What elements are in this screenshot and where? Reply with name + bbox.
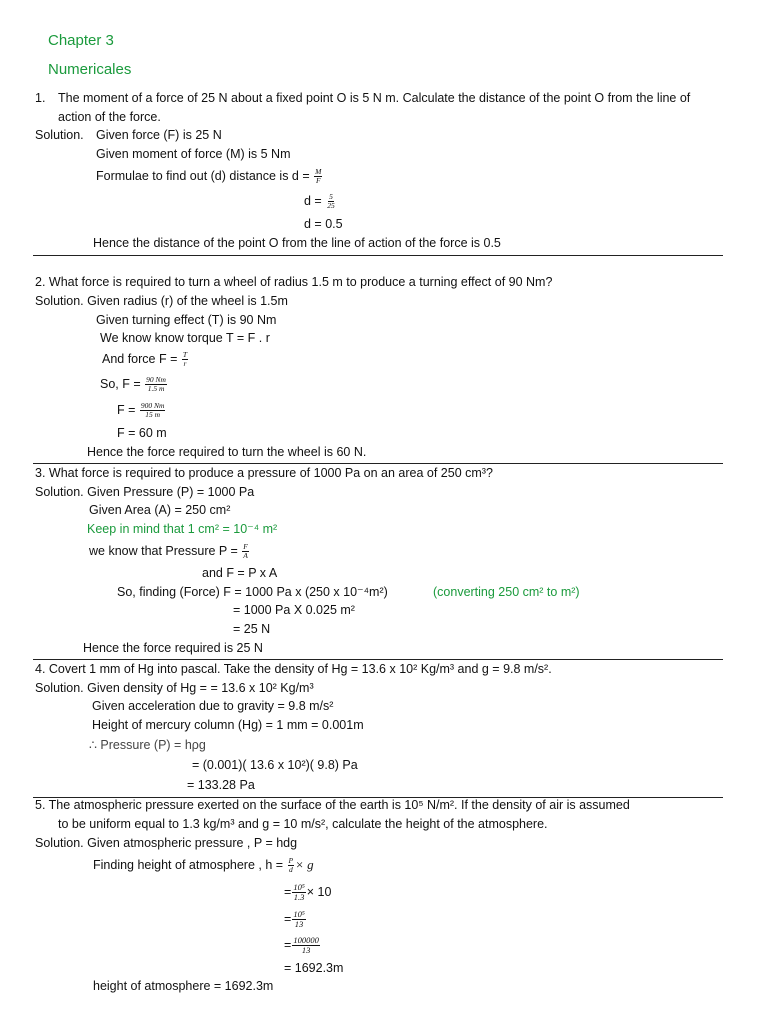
problem-1-solution-label: Solution. xyxy=(35,128,84,142)
problem-4-result: = 133.28 Pa xyxy=(187,778,255,792)
problem-3-given-area: Given Area (A) = 250 cm² xyxy=(89,503,231,517)
problem-1-formula: Formulae to find out (d) distance is d = $\frac{M}{F}$ xyxy=(96,167,322,185)
problem-5-result: = 1692.3m xyxy=(284,961,344,975)
fraction: $\frac{P}{d}$ xyxy=(288,856,294,875)
problem-4-given-gravity: Given acceleration due to gravity = 9.8 m/s² xyxy=(92,699,334,713)
problem-1-question-line-2: action of the force. xyxy=(58,110,161,124)
problem-2-given-radius: Solution. Given radius (r) of the wheel is 1.5m xyxy=(35,294,288,308)
problem-3-hint: Keep in mind that 1 cm² = 10⁻⁴ m² xyxy=(87,522,278,536)
problem-1-result: d = 0.5 xyxy=(304,217,343,231)
problem-1-number: 1. xyxy=(35,91,46,105)
problem-4-given-density: Solution. Given density of Hg = = 13.6 x 10² Kg/m³ xyxy=(35,681,314,695)
problem-5-step-1: = $\frac{\text{10⁵}}{13}$ xyxy=(284,909,305,929)
problem-2-result: F = 60 m xyxy=(117,426,167,440)
divider xyxy=(33,463,723,464)
problem-3-pressure-formula: we know that Pressure P = $\frac{F}{A}$ xyxy=(89,542,248,560)
problem-2-given-turning-effect: Given turning effect (T) is 90 Nm xyxy=(96,313,277,327)
problem-3-force-formula: and F = P x A xyxy=(202,566,278,580)
fraction: $\frac{T}{r}$ xyxy=(182,350,188,368)
problem-5-step-2: = $\frac{100000}{13}$ xyxy=(284,935,319,955)
problem-4-substitution: = (0.001)( 13.6 x 10²)( 9.8) Pa xyxy=(192,758,358,772)
problem-4-given-height: Height of mercury column (Hg) = 1 mm = 0.001m xyxy=(92,718,364,732)
problem-3-step: = 1000 Pa X 0.025 m² xyxy=(233,603,355,617)
problem-2-force-formula: And force F = $\frac{T}{r}$ xyxy=(102,350,188,368)
problem-3-question: 3. What force is required to produce a pressure of 1000 Pa on an area of 250 cm³? xyxy=(35,466,493,480)
problem-2-torque-formula: We know know torque T = F . r xyxy=(100,331,270,345)
problem-2-simplified: F = $\frac{900 Nm}{15 m}$ xyxy=(117,401,165,419)
fraction: $\frac{\text{10⁵}}{1.3}$ xyxy=(293,882,305,902)
problem-2-question: 2. What force is required to turn a wheel of radius 1.5 m to produce a turning effect of 90 Nm? xyxy=(35,275,553,289)
problem-5-question-line-1: 5. The atmospheric pressure exerted on the surface of the earth is 10⁵ N/m². If the density of air is assumed xyxy=(35,798,630,812)
problem-2-answer: Hence the force required to turn the wheel is 60 N. xyxy=(87,445,367,459)
problem-5-substitution: = $\frac{\text{10⁵}}{1.3}$ × 10 xyxy=(284,882,332,902)
problem-3-answer: Hence the force required is 25 N xyxy=(83,641,263,655)
problem-1-question-line-1: The moment of a force of 25 N about a fixed point O is 5 N m. Calculate the distance of the point O from the line of xyxy=(58,91,691,105)
problem-5-height-formula: Finding height of atmosphere , h = $\frac{P}{d}$ × g xyxy=(93,856,314,875)
problem-1-substitution: d = $\frac{5}{25}$ xyxy=(304,192,335,210)
fraction: $\frac{5}{25}$ xyxy=(327,192,335,210)
fraction: $\frac{M}{F}$ xyxy=(315,167,322,185)
fraction: $\frac{100000}{13}$ xyxy=(293,935,319,955)
problem-5-question-line-2: to be uniform equal to 1.3 kg/m³ and g = 10 m/s², calculate the height of the atmosphere. xyxy=(58,817,548,831)
problem-4-question: 4. Covert 1 mm of Hg into pascal. Take the density of Hg = 13.6 x 10² Kg/m³ and g = 9.8 m/s². xyxy=(35,662,552,676)
fraction: $\frac{900 Nm}{15 m}$ xyxy=(140,401,165,419)
divider xyxy=(33,255,723,256)
fraction: $\frac{\text{10⁵}}{13}$ xyxy=(293,909,305,929)
problem-5-given-pressure: Solution. Given atmospheric pressure , P = hdg xyxy=(35,836,298,850)
divider xyxy=(33,659,723,660)
chapter-title: Chapter 3 xyxy=(48,32,114,49)
problem-3-given-pressure: Solution. Given Pressure (P) = 1000 Pa xyxy=(35,485,255,499)
problem-1-answer: Hence the distance of the point O from the line of action of the force is 0.5 xyxy=(93,236,501,250)
problem-5-answer: height of atmosphere = 1692.3m xyxy=(93,979,274,993)
problem-1-given-moment: Given moment of force (M) is 5 Nm xyxy=(96,147,291,161)
problem-3-substitution: So, finding (Force) F = 1000 Pa x (250 x 10⁻⁴m²) xyxy=(117,585,388,599)
problem-3-conversion-note: (converting 250 cm² to m²) xyxy=(433,585,580,599)
fraction: $\frac{90 Nm}{1.5 m}$ xyxy=(146,375,166,393)
problem-4-pressure-formula: ∴ Pressure (P) = hρg xyxy=(89,738,206,752)
problem-3-result: = 25 N xyxy=(233,622,271,636)
problem-1-given-force: Given force (F) is 25 N xyxy=(96,128,222,142)
problem-2-substitution: So, F = $\frac{90 Nm}{1.5 m}$ xyxy=(100,375,166,393)
fraction: $\frac{F}{A}$ xyxy=(243,542,248,560)
section-title: Numericales xyxy=(48,61,132,78)
